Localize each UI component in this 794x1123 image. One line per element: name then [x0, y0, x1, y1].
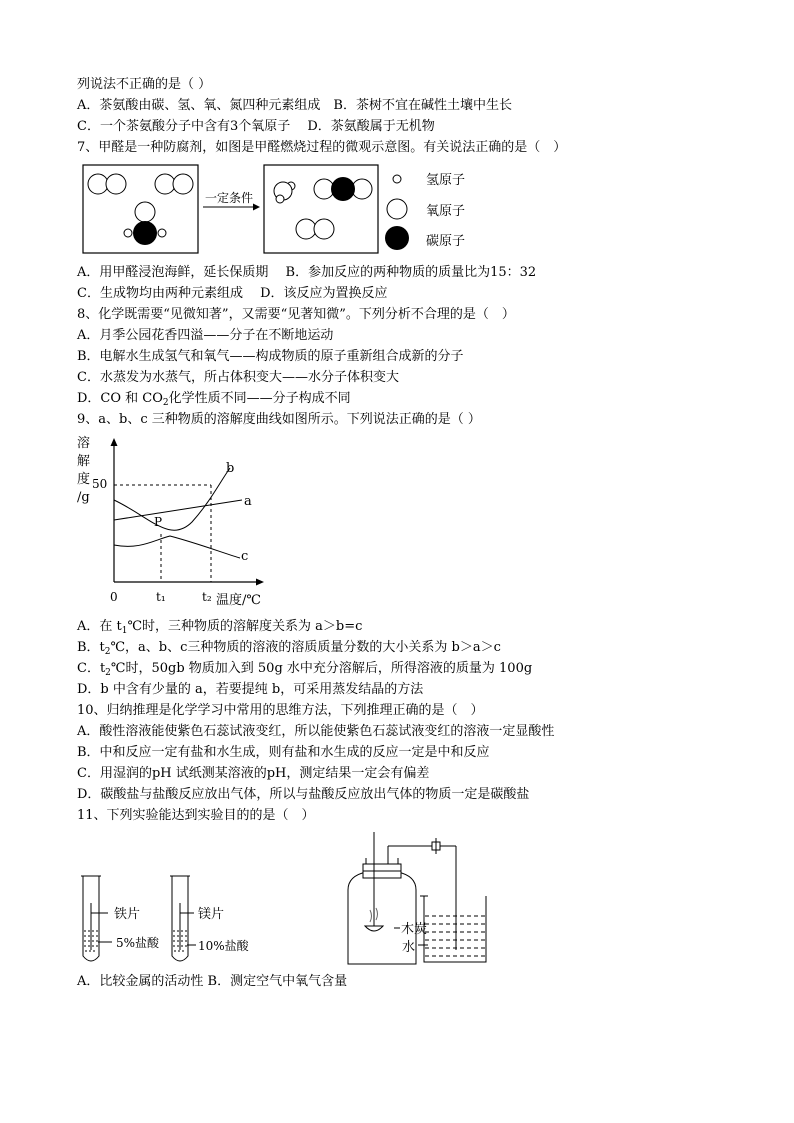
charcoal-label: 木炭 [401, 922, 428, 937]
water-label: 水 [402, 940, 416, 955]
q10-option-c: C．用湿润的pH 试纸测某溶液的pH，测定结果一定会有偏差 [77, 766, 430, 781]
q8-stem: 8、化学既需要“见微知著”，又需要“见著知微”。下列分析不合理的是（ ） [77, 307, 515, 322]
q10-option-a: A．酸性溶液能使紫色石蕊试液变红，所以能使紫色石蕊试液变红的溶液一定显酸性 [77, 724, 555, 739]
origin-label: 0 [110, 590, 118, 604]
tube1-acid-label: 5%盐酸 [116, 936, 160, 950]
q6-options-ab: A．茶氨酸由碳、氢、氧、氮四种元素组成 B．茶树不宜在碱性土壤中生长 [77, 98, 512, 113]
y-label-2: 解 [77, 454, 91, 469]
q9-option-a: A．在 $t_1℃$时，三种物质的溶解度关系为 a＞b=c [77, 619, 363, 636]
x-axis-label: 温度/℃ [216, 593, 261, 608]
curve-c [114, 536, 240, 558]
q7-reaction-diagram [80, 162, 480, 258]
q9-stem: 9、a、b、c 三种物质的溶解度曲线如图所示。下列说法正确的是（ ） [77, 412, 481, 427]
q8-option-a: A．月季公园花香四溢——分子在不断地运动 [77, 328, 334, 343]
reaction-condition-label: 一定条件 [205, 191, 254, 205]
point-p-label: P [154, 515, 163, 529]
y-tick-50: 50 [92, 477, 108, 491]
legend-oxygen: 氧原子 [426, 204, 466, 219]
y-label-3: 度 [77, 472, 91, 487]
curve-a-label: a [244, 494, 252, 509]
q10-option-d: D．碳酸盐与盐酸反应放出气体，所以与盐酸反应放出气体的物质一定是碳酸盐 [77, 787, 530, 802]
t1-label: t₁ [156, 590, 166, 604]
q11-stem: 11、下列实验能达到实验目的的是（ ） [77, 808, 315, 823]
q10-option-b: B．中和反应一定有盐和水生成，则有盐和水生成的反应一定是中和反应 [77, 745, 490, 760]
curve-a [114, 500, 242, 520]
q11-options: A．比较金属的活动性 B．测定空气中氧气含量 [77, 974, 348, 989]
q9-option-d: D．b 中含有少量的 a，若要提纯 b，可采用蒸发结晶的方法 [77, 682, 424, 697]
q7-options-cd: C．生成物均由两种元素组成 D．该反应为置换反应 [77, 286, 388, 301]
q6-stem-end: 列说法不正确的是（ ） [77, 77, 212, 92]
tube2-acid-label: 10%盐酸 [198, 939, 249, 953]
legend-hydrogen: 氢原子 [426, 173, 466, 188]
q9-option-b: B．$t_2℃$，a、b、c三种物质的溶液的溶质质量分数的大小关系为 b＞a＞c [77, 640, 501, 657]
q6-options-cd: C．一个茶氨酸分子中含有3个氧原子 D．茶氨酸属于无机物 [77, 119, 435, 134]
q8-option-c: C．水蒸发为水蒸气，所占体积变大——水分子体积变大 [77, 370, 399, 385]
q8-option-d: D．CO 和 $CO_2$化学性质不同——分子构成不同 [77, 391, 351, 408]
solubility-chart [70, 432, 280, 612]
tube1-metal-label: 铁片 [114, 907, 141, 922]
q9-option-c: C．$t_2℃$时，50gb 物质加入到 50g 水中充分溶解后，所得溶液的质量为 100g [77, 661, 533, 678]
tube2-metal-label: 镁片 [198, 907, 225, 922]
curve-b [114, 468, 230, 530]
y-label-4: /g [77, 490, 90, 505]
q10-stem: 10、归纳推理是化学学习中常用的思维方法，下列推理正确的是（ ） [77, 703, 484, 718]
q11-experiment-diagrams [78, 828, 498, 968]
q7-options-ab: A．用甲醛浸泡海鲜，延长保质期 B．参加反应的两种物质的质量比为15：32 [77, 265, 537, 280]
q8-option-b: B．电解水生成氢气和氧气——构成物质的原子重新组合成新的分子 [77, 349, 464, 364]
t2-label: t₂ [202, 590, 212, 604]
q7-stem: 7、甲醛是一种防腐剂，如图是甲醛燃烧过程的微观示意图。有关说法正确的是（ ） [77, 140, 567, 155]
y-label-1: 溶 [77, 436, 91, 451]
legend-carbon: 碳原子 [426, 234, 466, 249]
curve-c-label: c [241, 549, 249, 564]
curve-b-label: b [226, 461, 235, 476]
